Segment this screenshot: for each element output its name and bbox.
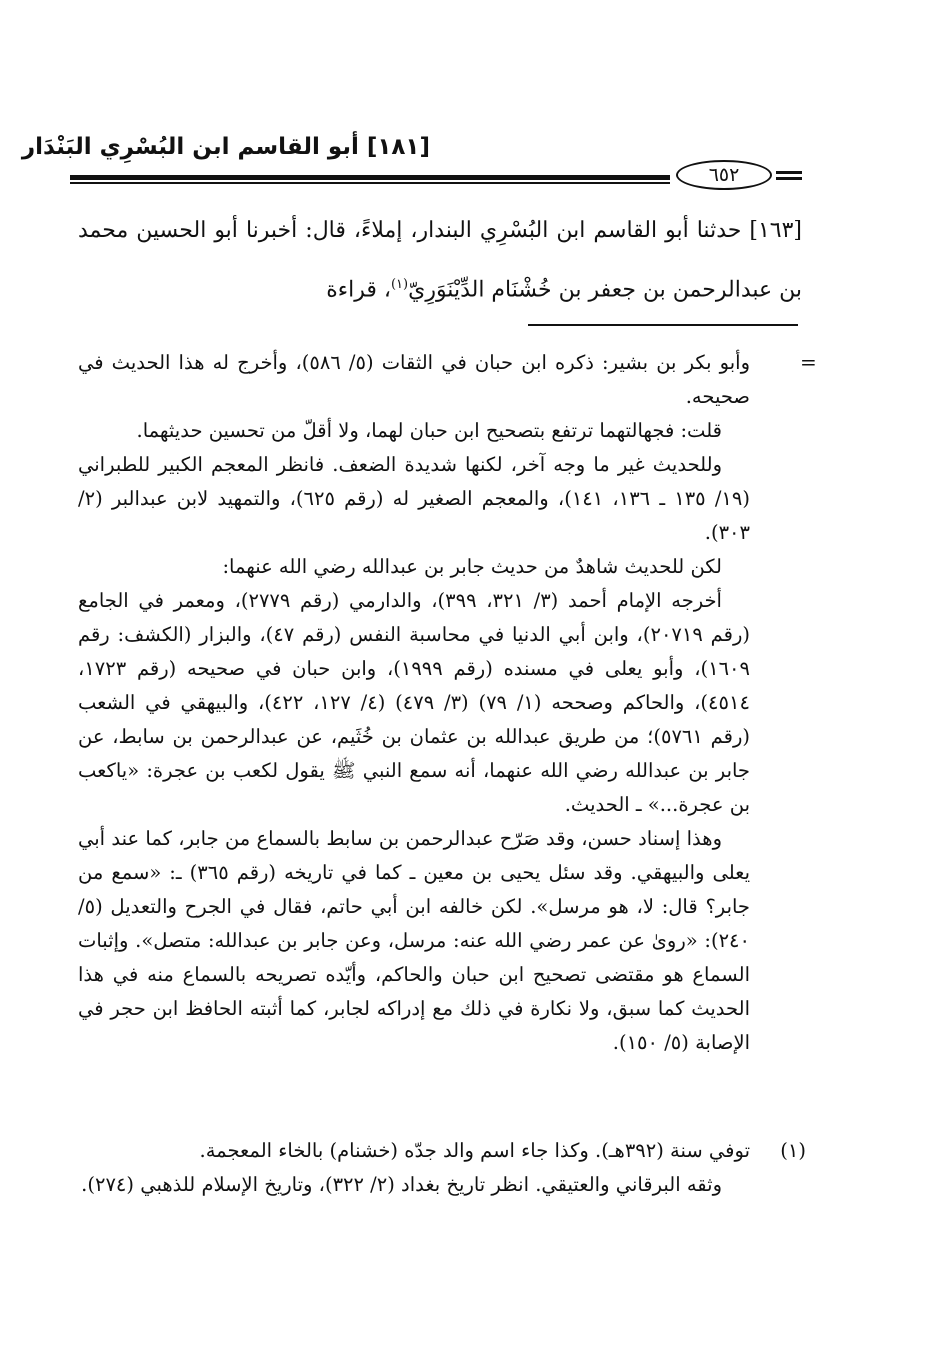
- page-number: ٦٥٢: [676, 160, 772, 190]
- header-rule-thin: [70, 182, 670, 184]
- footnote-1: [78, 1134, 750, 1202]
- footnote-paragraph: وأبو بكر بن بشير: ذكره ابن حبان في الثقات (٥/ ٥٨٦)، وأخرج له هذا الحديث في صحيحه.: [78, 351, 750, 408]
- footnote-number: (١): [780, 1139, 806, 1162]
- footnote-paragraph: أخرجه الإمام أحمد (٣/ ٣٢١، ٣٩٩)، والدارمي (رقم ٢٧٧٩)، ومعمر في الجامع (رقم ٢٠٧١٩)، وابن أبي الدنيا في محاسبة النفس (رقم ٤٧)، والبزار (الكشف: رقم ١٦٠٩)، وأبو يعلى في مسنده (رقم ١٩٩٩)، وابن حبان في صحيحه (رقم ١٧٢٣، ٤٥١٤)، والحاكم وصححه (١/ ٧٩) (٣/ ٤٧٩) (٤/ ١٢٧، ٤٢٢)، والبيهقي في الشعب (رقم ٥٧٦١)؛ من طريق عبدالله بن عثمان بن خُثَيم، عن عبدالرحمن بن سابط، عن جابر بن عبدالله رضي الله عنهما، أنه سمع النبي ﷺ يقول لكعب بن عجرة: «ياكعب بن عجرة...» ـ الحديث.: [78, 589, 751, 816]
- footnote-paragraph: وثقه البرقاني والعتيقي. انظر تاريخ بغداد (٢/ ٣٢٢)، وتاريخ الإسلام للذهبي (٢٧٤).: [81, 1173, 722, 1196]
- footnote-paragraph: لكن للحديث شاهدٌ من حديث جابر بن عبدالله رضي الله عنهما:: [222, 555, 722, 578]
- footnote-paragraph: وهذا إسناد حسن، وقد صَرّح عبدالرحمن بن سابط بالسماع من جابر، كما عند أبي يعلى والبيهقي. وقد سئل يحيى بن معين ـ كما في تاريخه (رقم ٣٦٥) ـ: «سمع من جابر؟ قال: لا، هو مرسل». لكن خالفه ابن أبي حاتم، فقال في الجرح والتعديل (٥/ ٢٤٠): «روىٰ عن عمر رضي الله عنه: مرسل، وعن جابر بن عبدالله: متصل». وإثبات السماع هو مقتضى تصحيح ابن حبان والحاكم، وأيّده تصريحه بالسماع منه في هذا الحديث كما سبق، ولا نكارة في ذلك مع إدراكه لجابر، كما أثبته الحافظ ابن حجر في الإصابة (٥/ ١٥٠).: [78, 827, 750, 1054]
- header-rule-right-lower: [776, 177, 802, 180]
- main-text: [78, 204, 802, 317]
- main-text-tail: ، قراءة: [326, 277, 391, 303]
- footnote-reference[interactable]: (١): [390, 277, 409, 292]
- running-head: [١٨١] أبو القاسم ابن البُسْرِي البَنْدَار: [21, 134, 430, 160]
- header-rule-thick: [70, 175, 670, 180]
- footnote-paragraph: توفي سنة (٣٩٢هـ). وكذا جاء اسم والد جدّه (خشنام) بالخاء المعجمة.: [199, 1139, 750, 1162]
- footnotes-continued: [78, 346, 750, 1060]
- header-rule-right-upper: [776, 171, 802, 174]
- footnote-paragraph: وللحديث غير ما وجه آخر، لكنها شديدة الضعف. فانظر المعجم الكبير للطبراني (١٩/ ١٣٥ ـ ١٣٦، ١٤١)، والمعجم الصغير له (رقم ٦٢٥)، والتمهيد لابن عبدالبر (٢/ ٣٠٣).: [78, 453, 750, 544]
- footnote-separator: [528, 324, 798, 326]
- main-text-body: [١٦٣] حدثنا أبو القاسم ابن البُسْرِي البندار، إملاءً، قال: أخبرنا أبو الحسين محمد بن عبدالرحمن بن جعفر بن خُشْنَام الدِّيْنَوَرِيّ: [78, 218, 802, 303]
- footnote-paragraph: قلت: فجهالتهما ترتفع بتصحيح ابن حبان لهما، ولا أقلّ من تحسين حديثهما.: [136, 419, 722, 442]
- footnote-continuation-marker: =: [800, 350, 817, 374]
